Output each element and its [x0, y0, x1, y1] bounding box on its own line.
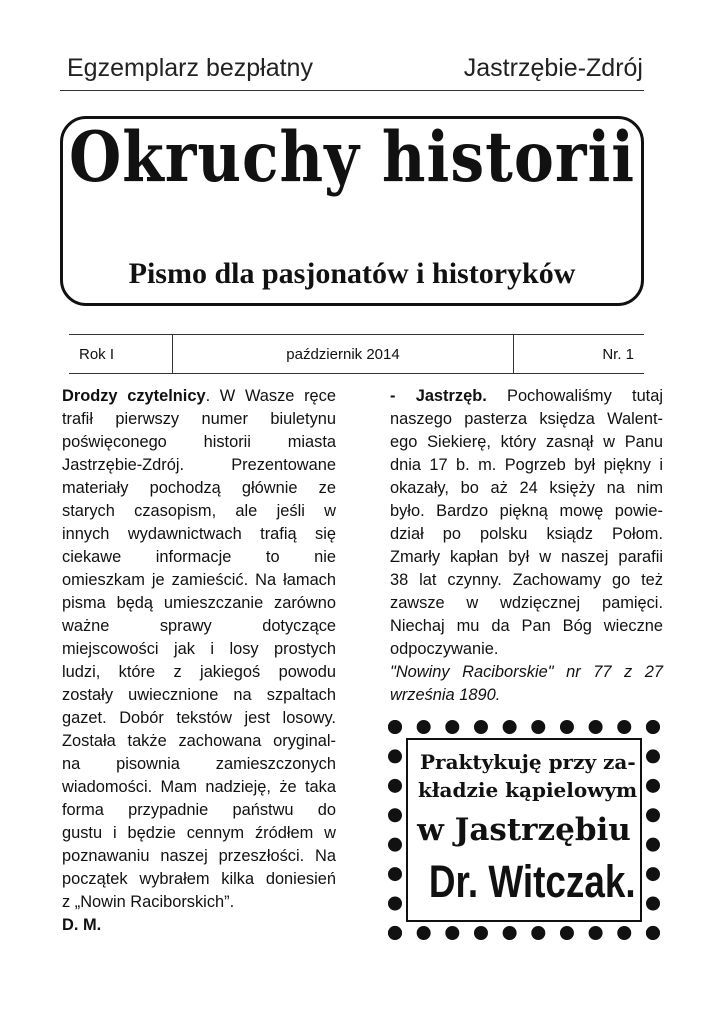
- text-line: [62, 385, 336, 408]
- text-line: [62, 730, 336, 753]
- edition-note: Egzemplarz bezpłatny: [67, 54, 313, 82]
- text-line: [390, 615, 663, 638]
- line-text: naszego pasterza księdza Walent-: [390, 410, 663, 428]
- line-text: Pochowaliśmy tutaj: [486, 387, 663, 405]
- signature-line: [62, 914, 336, 937]
- line-text: wiadomości. Mam nadzieję, że taka: [62, 778, 336, 796]
- text-line: [62, 776, 336, 799]
- text-line: [390, 500, 663, 523]
- line-text: okazały, bo aż 24 księży na nim: [390, 479, 663, 497]
- text-line: [62, 523, 336, 546]
- line-text: materiały pochodzą głównie ze: [62, 479, 336, 497]
- line-text: gazet. Dobór tekstów jest losowy.: [62, 709, 336, 727]
- line-text: ciekawe informacje to nie: [62, 548, 336, 566]
- issue-year: Rok I: [69, 335, 173, 373]
- line-text: pisma będą umieszczanie zarówno: [62, 594, 336, 612]
- source-citation: "Nowiny Raciborskie" nr 77 z 27: [390, 663, 663, 681]
- masthead-title: Okruchy historii: [68, 117, 636, 199]
- masthead: [60, 116, 644, 306]
- issue-date: październik 2014: [173, 335, 514, 373]
- line-text: innych wydawnictwach trafią się: [62, 525, 336, 543]
- masthead-subtitle: Pismo dla pasjonatów i historyków: [128, 257, 576, 290]
- line-text: początek wybrałem kilka doniesień: [62, 870, 336, 888]
- line-text: zostały uwiecznione na szpaltach: [62, 686, 336, 704]
- news-column: [390, 385, 663, 707]
- text-line: [62, 822, 336, 845]
- line-text: starych czasopism, ale jeśli w: [62, 502, 336, 520]
- text-line: [62, 707, 336, 730]
- line-text: miejscowości jak i losy prostych: [62, 640, 336, 658]
- source-citation: września 1890.: [390, 686, 501, 704]
- text-line: [390, 385, 663, 408]
- ad-doctor-name: Dr. Witczak.: [428, 856, 636, 907]
- city-name: Jastrzębie-Zdrój: [463, 54, 643, 82]
- text-line: [62, 592, 336, 615]
- text-line: [62, 408, 336, 431]
- text-line: [390, 454, 663, 477]
- line-text: ważne sprawy dotyczące: [62, 617, 336, 635]
- text-line: [390, 592, 663, 615]
- text-line: [390, 638, 663, 661]
- text-line: [390, 477, 663, 500]
- line-text: dział po polsku ksiądz Połom.: [390, 525, 663, 543]
- text-line: [62, 868, 336, 891]
- line-text: dnia 17 b. m. Pogrzeb był piękny i: [390, 456, 663, 474]
- text-line: [62, 638, 336, 661]
- line-text: forma przypadnie państwu do: [62, 801, 336, 819]
- line-text: było. Bardzo piękną mowę powie-: [390, 502, 663, 520]
- line-text: odpoczywanie.: [390, 640, 499, 658]
- text-line: [62, 454, 336, 477]
- line-text: Została także zachowana oryginal-: [62, 732, 336, 750]
- advertisement: [388, 720, 660, 940]
- text-line: [390, 546, 663, 569]
- line-text: z „Nowin Raciborskich”.: [62, 893, 235, 911]
- text-line: [62, 500, 336, 523]
- text-line: [62, 431, 336, 454]
- text-line: [62, 799, 336, 822]
- text-line: [62, 615, 336, 638]
- ad-line: kładzie kąpielowym: [418, 778, 638, 802]
- editorial-column: [62, 385, 336, 937]
- line-text: Jastrzębie-Zdrój. Prezentowane: [62, 456, 336, 474]
- line-text: poznawaniu naszej przeszłości. Na: [62, 847, 336, 865]
- bold-lead: - Jastrzęb.: [390, 387, 487, 405]
- text-line: [62, 891, 336, 914]
- ad-line: Praktykuję przy za-: [420, 750, 636, 774]
- text-line: [62, 684, 336, 707]
- line-text: omieszkam je zamieścić. Na łamach: [62, 571, 336, 589]
- line-text: Niechaj mu da Pan Bóg wieczne: [390, 617, 663, 635]
- line-text: zawsze w wdzięcznej pamięci.: [390, 594, 663, 612]
- line-text: poświęconego historii miasta: [62, 433, 336, 451]
- text-line: [62, 845, 336, 868]
- line-text: ludzi, które z jakiegoś powodu: [62, 663, 336, 681]
- issue-number: Nr. 1: [602, 345, 634, 363]
- top-header: [67, 54, 643, 83]
- advertisement-frame: [406, 738, 642, 922]
- text-line: [390, 569, 663, 592]
- ad-line: w Jastrzębiu: [417, 812, 631, 848]
- line-text: trafił pierwszy numer biuletynu: [62, 410, 336, 428]
- text-line: [62, 569, 336, 592]
- text-line: [390, 431, 663, 454]
- header-divider: [60, 90, 644, 91]
- signature: D. M.: [62, 916, 102, 934]
- text-line: [390, 408, 663, 431]
- line-text: gustu i będzie cennym źródłem w: [62, 824, 336, 842]
- bold-lead: Drodzy czytelnicy: [62, 387, 206, 405]
- text-line: [62, 477, 336, 500]
- text-line: [390, 523, 663, 546]
- issue-info-table: [69, 334, 644, 374]
- text-line: [62, 753, 336, 776]
- text-line: [62, 546, 336, 569]
- text-line: [62, 661, 336, 684]
- line-text: . W Wasze ręce: [205, 387, 336, 405]
- line-text: ego Siekierę, który zasnął w Panu: [390, 433, 663, 451]
- line-text: na pisownia zamieszczonych: [62, 755, 336, 773]
- line-text: 38 lat czynny. Zachowamy go też: [390, 571, 663, 589]
- line-text: Zmarły kapłan był w naszej parafii: [390, 548, 663, 566]
